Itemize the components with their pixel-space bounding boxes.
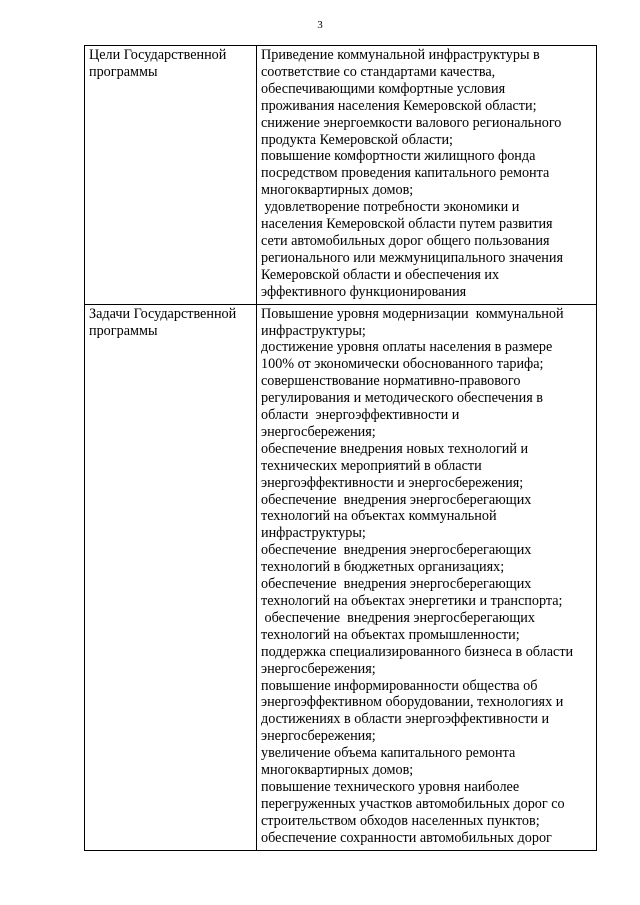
text-line: технологий на объектах промышленности; [261, 626, 520, 643]
text-line: регулирования и методического обеспечения в [261, 390, 543, 407]
text-line: совершенствование нормативно-правового [261, 373, 521, 390]
text-line: поддержка специализированного бизнеса в области [261, 643, 574, 660]
text-line: обеспечение сохранности автомобильных дорог [261, 829, 552, 846]
text-line: удовлетворение потребности экономики и [261, 199, 520, 216]
text-line: посредством проведения капитального ремонта [261, 165, 550, 182]
text-line: эффективного функционирования [261, 283, 467, 300]
text-line: технических мероприятий в области [261, 457, 482, 474]
text-line: Приведение коммунальной инфраструктуры в [261, 47, 540, 63]
label-line: Цели Государственной [89, 47, 227, 63]
text-line: соответствие со стандартами качества, [261, 63, 496, 80]
table-row-tasks [85, 304, 597, 850]
text-line: Повышение уровня модернизации коммунальной [261, 305, 564, 322]
text-line: проживания населения Кемеровской области; [261, 97, 537, 114]
text-line: энергоэффективном оборудовании, технологиях и [261, 694, 564, 711]
text-line: перегруженных участков автомобильных дорог со [261, 795, 565, 812]
text-line: увеличение объема капитального ремонта [261, 745, 516, 762]
table-row-goals [85, 46, 597, 305]
text-line: Кемеровской области и обеспечения их [261, 266, 500, 283]
text-line: регионального или межмуниципального значения [261, 249, 564, 266]
page-number: 3 [317, 19, 323, 31]
label-cell-goals [85, 46, 257, 305]
text-line: обеспечение внедрения энергосберегающих [261, 609, 535, 626]
text-line: сети автомобильных дорог общего пользования [261, 232, 550, 249]
text-line: обеспечение внедрения энергосберегающих [261, 576, 532, 593]
value-cell-tasks [257, 304, 597, 850]
program-passport-table [84, 45, 597, 851]
text-line: инфраструктуры; [261, 525, 366, 542]
text-line: энергосбережения; [261, 423, 376, 440]
text-line: энергосбережения; [261, 660, 376, 677]
text-line: многоквартирных домов; [261, 762, 414, 779]
label-line: программы [89, 63, 158, 80]
text-line: многоквартирных домов; [261, 182, 414, 199]
text-line: 100% от экономически обоснованного тарифа; [261, 356, 544, 373]
text-line: повышение информированности общества об [261, 677, 538, 694]
text-line: обеспечение внедрения новых технологий и [261, 440, 529, 457]
text-line: населения Кемеровской области путем развития [261, 216, 553, 233]
text-line: инфраструктуры; [261, 322, 366, 339]
label-line: Задачи Государственной [89, 305, 237, 322]
text-line: достижениях в области энергоэффективности и [261, 711, 550, 728]
label-line: программы [89, 322, 158, 339]
text-line: обеспечивающими комфортные условия [261, 80, 506, 97]
text-line: повышение комфортности жилищного фонда [261, 148, 536, 165]
text-line: технологий на объектах коммунальной [261, 508, 497, 525]
text-line: энергоэффективности и энергосбережения; [261, 474, 524, 491]
text-line: технологий в бюджетных организациях; [261, 559, 505, 576]
text-line: повышение технического уровня наиболее [261, 778, 520, 795]
text-line: достижение уровня оплаты населения в размере [261, 339, 553, 356]
text-line: продукта Кемеровской области; [261, 131, 453, 148]
text-line: снижение энергоемкости валового регионального [261, 114, 562, 131]
text-line: области энергоэффективности и [261, 407, 460, 424]
text-line: обеспечение внедрения энергосберегающих [261, 542, 532, 559]
value-cell-goals [257, 46, 597, 305]
text-line: энергосбережения; [261, 728, 376, 745]
text-line: обеспечение внедрения энергосберегающих [261, 491, 532, 508]
text-line: строительством обходов населенных пунктов; [261, 812, 540, 829]
text-line: технологий на объектах энергетики и транспорта; [261, 593, 563, 609]
label-cell-tasks [85, 304, 257, 850]
